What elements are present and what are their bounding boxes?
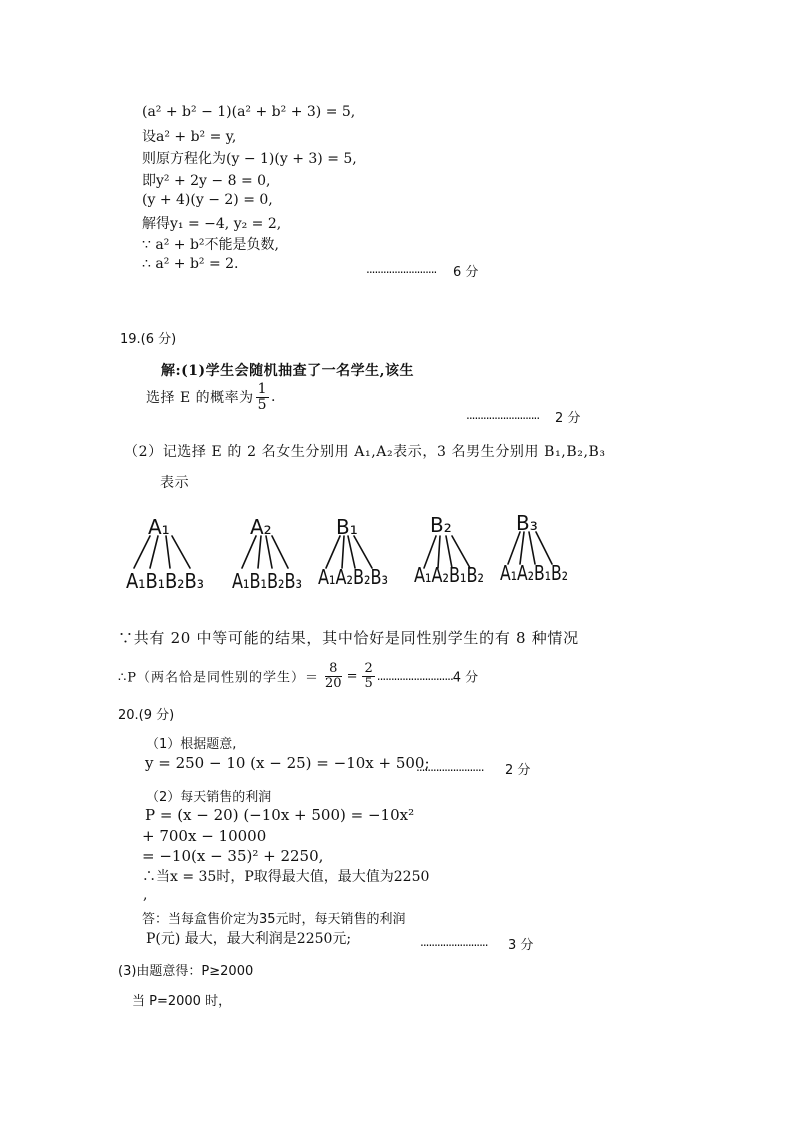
q19-frac-num-8: 8 — [325, 662, 342, 677]
q19-solution-line2 — [146, 382, 276, 412]
tree5-root: B₃ — [516, 511, 538, 535]
q18-line3: 则原方程化为(y − 1)(y + 3) = 5, — [142, 151, 357, 167]
q20-part2-eq1: P = (x − 20) (−10x + 500) = −10x² — [145, 806, 415, 824]
tree2-branches — [242, 536, 288, 568]
tree1-root: A₁ — [148, 515, 170, 539]
q20-part2-eq2: + 700x − 10000 — [142, 827, 267, 845]
q19-part2-line2: 表示 — [160, 475, 190, 491]
q20-part2-eq3: = −10(x − 35)² + 2250, — [142, 847, 324, 865]
q19-frac-8-20 — [325, 662, 342, 690]
q19-score1: 2 分 — [555, 411, 581, 426]
tree5-branches — [508, 532, 552, 564]
q20-part1-label: （1）根据题意, — [146, 737, 237, 752]
q20-score1: 2 分 — [505, 763, 531, 778]
tree4-leaves: A₁A₂B₁B₂ — [414, 563, 484, 587]
q19-header: 19.(6 分) — [120, 332, 177, 347]
q20-score1-dots: ........................ — [416, 760, 484, 774]
q19-equals: = — [346, 668, 358, 684]
q19-frac-2-5 — [362, 662, 374, 690]
q19-score2-dots: ........................... — [376, 669, 453, 684]
q18-line5: (y + 4)(y − 2) = 0, — [142, 192, 273, 208]
q18-line4: 即y² + 2y − 8 = 0, — [142, 173, 271, 189]
q20-part3-line1: (3)由题意得：P≥2000 — [118, 964, 254, 979]
tree2-root: A₂ — [250, 515, 272, 539]
q19-prob-label: ∴P（两名恰是同性别的学生）＝ — [118, 670, 320, 686]
q18-score-dots: ......................... — [366, 262, 437, 276]
q19-frac-num-2: 2 — [364, 661, 373, 676]
q18-line7: ∵ a² + b²不能是负数, — [142, 237, 279, 253]
q20-score2: 3 分 — [508, 938, 534, 953]
q19-tree-diagram — [0, 508, 794, 608]
tree1-leaves: A₁B₁B₂B₃ — [126, 569, 204, 593]
q19-probability-line — [118, 662, 478, 690]
q18-score: 6 分 — [453, 265, 479, 280]
q19-solution-line1: 解:(1)学生会随机抽查了一名学生,该生 — [161, 363, 415, 379]
tree2-leaves: A₁B₁B₂B₃ — [232, 569, 302, 593]
q20-part1-eq: y = 250 − 10 (x − 25) = −10x + 500; — [145, 754, 430, 772]
q20-score2-dots: ........................ — [420, 935, 488, 949]
q19-prob-suffix: . — [271, 389, 276, 406]
q18-line8: ∴ a² + b² = 2. — [142, 256, 239, 272]
q19-prob-fraction — [256, 382, 269, 412]
q20-header: 20.(9 分) — [118, 708, 175, 723]
tree1-branches — [134, 536, 190, 568]
q19-score2: 4 分 — [452, 670, 479, 686]
q19-prob-prefix: 选择 E 的概率为 — [146, 390, 254, 407]
tree3-leaves: A₁A₂B₂B₃ — [318, 565, 388, 589]
q20-answer-line2: P(元) 最大，最大利润是2250元; — [146, 931, 352, 947]
q18-line6: 解得y₁ = −4, y₂ = 2, — [142, 216, 282, 232]
tree3-branches — [326, 536, 372, 568]
q19-prob-den: 5 — [257, 396, 268, 413]
q19-part2-line1: （2）记选择 E 的 2 名女生分别用 A₁,A₂表示，3 名男生分别用 B₁,B₂,B₃ — [124, 444, 606, 460]
q20-part2-label: （2）每天销售的利润 — [146, 790, 272, 805]
q19-score1-dots: .......................... — [466, 408, 540, 422]
q20-part2-comma: , — [143, 887, 148, 903]
tree4-root: B₂ — [430, 513, 452, 537]
q19-conclusion: ∵共有 20 中等可能的结果，其中恰好是同性别学生的有 8 种情况 — [118, 629, 579, 647]
tree5-leaves: A₁A₂B₁B₂ — [500, 561, 568, 585]
q20-part3-line2: 当 P=2000 时， — [132, 994, 232, 1009]
q18-line1: (a² + b² − 1)(a² + b² + 3) = 5, — [142, 104, 356, 120]
q19-frac-den-5: 5 — [364, 675, 373, 691]
q20-part2-eq4: ∴当x = 35时，P取得最大值，最大值为2250 — [142, 869, 430, 885]
q18-line2: 设a² + b² = y, — [142, 129, 237, 145]
q19-frac-den-20: 20 — [325, 675, 342, 691]
tree3-root: B₁ — [336, 515, 358, 539]
q20-answer-line1: 答：当每盒售价定为35元时，每天销售的利润 — [142, 912, 406, 927]
q19-prob-num: 1 — [257, 381, 268, 397]
